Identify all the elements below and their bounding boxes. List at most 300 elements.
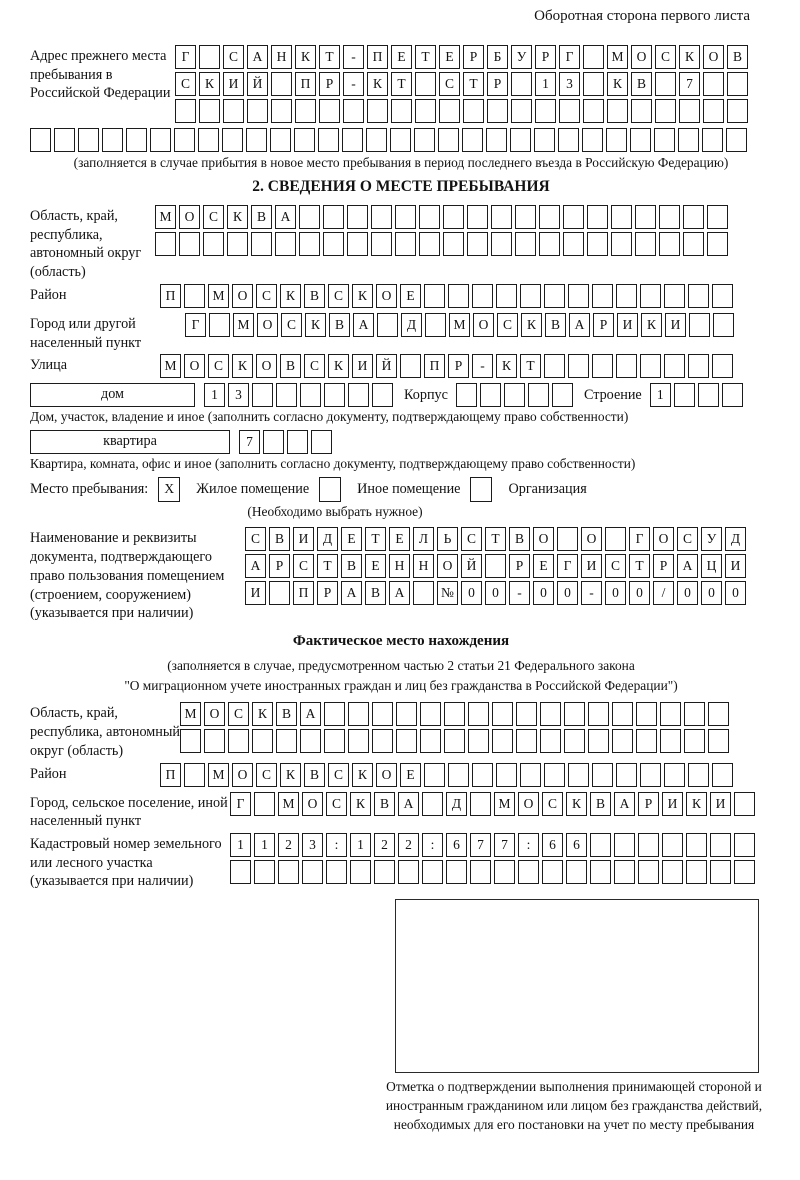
char-box[interactable] [347, 205, 368, 229]
char-box[interactable]: О [631, 45, 652, 69]
char-box[interactable]: К [295, 45, 316, 69]
char-box[interactable] [443, 232, 464, 256]
char-box[interactable] [727, 99, 748, 123]
char-box[interactable] [590, 860, 611, 884]
char-box[interactable]: С [281, 313, 302, 337]
char-box[interactable] [456, 383, 477, 407]
char-box[interactable] [419, 205, 440, 229]
char-box[interactable]: О [473, 313, 494, 337]
char-box[interactable] [520, 284, 541, 308]
char-box[interactable] [520, 763, 541, 787]
char-box[interactable] [390, 128, 411, 152]
char-box[interactable] [710, 860, 731, 884]
char-box[interactable] [712, 284, 733, 308]
char-box[interactable]: В [545, 313, 566, 337]
char-box[interactable] [654, 128, 675, 152]
char-box[interactable]: А [300, 702, 321, 726]
char-box[interactable] [491, 205, 512, 229]
char-box[interactable]: А [569, 313, 590, 337]
char-box[interactable]: А [247, 45, 268, 69]
char-box[interactable] [299, 205, 320, 229]
char-box[interactable]: О [232, 763, 253, 787]
char-box[interactable]: Й [247, 72, 268, 96]
char-box[interactable] [184, 284, 205, 308]
char-box[interactable] [227, 232, 248, 256]
char-box[interactable]: 0 [701, 581, 722, 605]
char-box[interactable] [318, 128, 339, 152]
char-box[interactable] [504, 383, 525, 407]
char-box[interactable] [446, 860, 467, 884]
char-box[interactable] [708, 729, 729, 753]
char-box[interactable] [640, 763, 661, 787]
char-box[interactable] [683, 205, 704, 229]
char-box[interactable] [444, 702, 465, 726]
char-box[interactable]: С [326, 792, 347, 816]
char-box[interactable] [468, 729, 489, 753]
char-box[interactable]: К [679, 45, 700, 69]
char-box[interactable]: К [641, 313, 662, 337]
char-box[interactable] [300, 383, 321, 407]
char-box[interactable] [209, 313, 230, 337]
char-box[interactable] [568, 354, 589, 378]
char-box[interactable]: Ц [701, 554, 722, 578]
char-box[interactable]: И [223, 72, 244, 96]
char-box[interactable] [515, 232, 536, 256]
char-box[interactable] [689, 313, 710, 337]
char-box[interactable]: И [662, 792, 683, 816]
char-box[interactable]: С [175, 72, 196, 96]
char-box[interactable]: С [542, 792, 563, 816]
char-box[interactable]: Д [401, 313, 422, 337]
char-box[interactable]: Г [175, 45, 196, 69]
char-box[interactable] [275, 232, 296, 256]
char-box[interactable] [271, 99, 292, 123]
char-box[interactable]: С [256, 763, 277, 787]
char-box[interactable]: А [341, 581, 362, 605]
char-box[interactable]: П [160, 763, 181, 787]
char-box[interactable]: О [232, 284, 253, 308]
char-box[interactable] [710, 833, 731, 857]
char-box[interactable] [664, 354, 685, 378]
char-box[interactable] [611, 232, 632, 256]
char-box[interactable]: 6 [446, 833, 467, 857]
char-box[interactable] [150, 128, 171, 152]
char-box[interactable] [496, 284, 517, 308]
char-box[interactable] [448, 763, 469, 787]
char-box[interactable] [179, 232, 200, 256]
char-box[interactable]: О [204, 702, 225, 726]
char-box[interactable]: Т [629, 554, 650, 578]
char-box[interactable] [198, 128, 219, 152]
char-box[interactable]: М [607, 45, 628, 69]
char-box[interactable]: Т [319, 45, 340, 69]
char-box[interactable]: В [269, 527, 290, 551]
char-box[interactable]: С [228, 702, 249, 726]
char-box[interactable] [707, 232, 728, 256]
char-box[interactable]: С [203, 205, 224, 229]
char-box[interactable] [472, 763, 493, 787]
char-box[interactable] [223, 99, 244, 123]
char-box[interactable] [278, 860, 299, 884]
char-box[interactable]: 1 [350, 833, 371, 857]
char-box[interactable]: О [376, 284, 397, 308]
char-box[interactable] [707, 205, 728, 229]
char-box[interactable] [544, 763, 565, 787]
char-box[interactable] [419, 232, 440, 256]
char-box[interactable] [583, 99, 604, 123]
char-box[interactable]: А [614, 792, 635, 816]
char-box[interactable]: Т [415, 45, 436, 69]
char-box[interactable] [727, 72, 748, 96]
char-box[interactable] [496, 763, 517, 787]
char-box[interactable]: В [374, 792, 395, 816]
char-box[interactable] [607, 99, 628, 123]
char-box[interactable]: Р [448, 354, 469, 378]
char-box[interactable]: И [293, 527, 314, 551]
char-box[interactable]: 7 [679, 72, 700, 96]
char-box[interactable]: О [179, 205, 200, 229]
char-box[interactable] [568, 763, 589, 787]
char-box[interactable]: 7 [494, 833, 515, 857]
char-box[interactable] [470, 860, 491, 884]
char-box[interactable]: Й [376, 354, 397, 378]
char-box[interactable] [640, 284, 661, 308]
char-box[interactable] [659, 232, 680, 256]
char-box[interactable]: Р [317, 581, 338, 605]
char-box[interactable]: Т [485, 527, 506, 551]
char-box[interactable] [552, 383, 573, 407]
char-box[interactable]: Т [365, 527, 386, 551]
char-box[interactable] [222, 128, 243, 152]
char-box[interactable]: М [449, 313, 470, 337]
char-box[interactable] [734, 860, 755, 884]
char-box[interactable] [587, 232, 608, 256]
char-box[interactable] [686, 860, 707, 884]
char-box[interactable] [684, 729, 705, 753]
char-box[interactable] [703, 99, 724, 123]
char-box[interactable] [563, 232, 584, 256]
char-box[interactable]: 0 [485, 581, 506, 605]
char-box[interactable]: О [376, 763, 397, 787]
char-box[interactable]: Р [509, 554, 530, 578]
char-box[interactable]: Р [653, 554, 674, 578]
char-box[interactable]: А [677, 554, 698, 578]
char-box[interactable] [276, 729, 297, 753]
char-box[interactable]: 0 [461, 581, 482, 605]
char-box[interactable]: К [352, 284, 373, 308]
char-box[interactable] [287, 430, 308, 454]
char-box[interactable]: Р [463, 45, 484, 69]
char-box[interactable]: К [350, 792, 371, 816]
char-box[interactable] [324, 702, 345, 726]
char-box[interactable]: 1 [230, 833, 251, 857]
char-box[interactable]: Л [413, 527, 434, 551]
char-box[interactable] [439, 99, 460, 123]
char-box[interactable] [588, 729, 609, 753]
char-box[interactable] [424, 763, 445, 787]
char-box[interactable]: 0 [533, 581, 554, 605]
char-box[interactable]: В [276, 702, 297, 726]
char-box[interactable] [342, 128, 363, 152]
char-box[interactable]: К [367, 72, 388, 96]
char-box[interactable] [422, 792, 443, 816]
char-box[interactable] [371, 205, 392, 229]
char-box[interactable] [468, 702, 489, 726]
char-box[interactable]: С [328, 763, 349, 787]
char-box[interactable] [252, 383, 273, 407]
char-box[interactable] [510, 128, 531, 152]
char-box[interactable] [438, 128, 459, 152]
char-box[interactable]: Е [439, 45, 460, 69]
char-box[interactable] [679, 99, 700, 123]
char-box[interactable]: - [509, 581, 530, 605]
char-box[interactable]: Е [341, 527, 362, 551]
char-box[interactable] [374, 860, 395, 884]
char-box[interactable]: О [302, 792, 323, 816]
char-box[interactable]: : [422, 833, 443, 857]
char-box[interactable]: Н [389, 554, 410, 578]
char-box[interactable] [415, 72, 436, 96]
char-box[interactable] [605, 527, 626, 551]
char-box[interactable] [564, 702, 585, 726]
char-box[interactable]: К [232, 354, 253, 378]
char-box[interactable]: К [199, 72, 220, 96]
char-box[interactable]: В [304, 763, 325, 787]
char-box[interactable] [486, 128, 507, 152]
char-box[interactable] [414, 128, 435, 152]
char-box[interactable] [540, 729, 561, 753]
char-box[interactable]: 1 [204, 383, 225, 407]
char-box[interactable] [391, 99, 412, 123]
char-box[interactable] [559, 99, 580, 123]
char-box[interactable]: : [326, 833, 347, 857]
char-box[interactable] [180, 729, 201, 753]
char-box[interactable]: 2 [374, 833, 395, 857]
char-box[interactable]: Н [413, 554, 434, 578]
char-box[interactable] [664, 284, 685, 308]
char-box[interactable] [655, 72, 676, 96]
char-box[interactable]: К [227, 205, 248, 229]
char-box[interactable]: Й [461, 554, 482, 578]
char-box[interactable] [734, 792, 755, 816]
char-box[interactable] [698, 383, 719, 407]
char-box[interactable] [616, 763, 637, 787]
char-box[interactable]: С [304, 354, 325, 378]
checkbox-residential[interactable]: X [158, 477, 180, 502]
char-box[interactable] [326, 860, 347, 884]
char-box[interactable]: Г [230, 792, 251, 816]
char-box[interactable]: О [581, 527, 602, 551]
char-box[interactable] [708, 702, 729, 726]
checkbox-other-premises[interactable] [319, 477, 341, 502]
char-box[interactable]: С [293, 554, 314, 578]
char-box[interactable]: Е [389, 527, 410, 551]
char-box[interactable] [263, 430, 284, 454]
char-box[interactable] [612, 729, 633, 753]
char-box[interactable]: С [497, 313, 518, 337]
char-box[interactable] [396, 702, 417, 726]
char-box[interactable]: О [518, 792, 539, 816]
char-box[interactable] [518, 860, 539, 884]
char-box[interactable] [324, 383, 345, 407]
char-box[interactable] [276, 383, 297, 407]
char-box[interactable]: С [461, 527, 482, 551]
char-box[interactable] [396, 729, 417, 753]
char-box[interactable] [491, 232, 512, 256]
char-box[interactable] [582, 128, 603, 152]
char-box[interactable] [367, 99, 388, 123]
char-box[interactable] [516, 702, 537, 726]
char-box[interactable] [688, 354, 709, 378]
char-box[interactable] [688, 284, 709, 308]
char-box[interactable]: 6 [542, 833, 563, 857]
char-box[interactable] [78, 128, 99, 152]
char-box[interactable] [228, 729, 249, 753]
char-box[interactable] [612, 702, 633, 726]
char-box[interactable] [492, 702, 513, 726]
char-box[interactable]: С [256, 284, 277, 308]
char-box[interactable]: И [725, 554, 746, 578]
char-box[interactable]: 2 [398, 833, 419, 857]
char-box[interactable] [660, 702, 681, 726]
char-box[interactable]: Ь [437, 527, 458, 551]
char-box[interactable]: О [533, 527, 554, 551]
char-box[interactable] [204, 729, 225, 753]
char-box[interactable] [269, 581, 290, 605]
char-box[interactable] [323, 205, 344, 229]
char-box[interactable] [415, 99, 436, 123]
char-box[interactable] [638, 860, 659, 884]
char-box[interactable] [662, 860, 683, 884]
char-box[interactable]: Е [365, 554, 386, 578]
char-box[interactable]: Г [185, 313, 206, 337]
char-box[interactable] [295, 99, 316, 123]
char-box[interactable]: В [280, 354, 301, 378]
char-box[interactable] [270, 128, 291, 152]
char-box[interactable]: 7 [470, 833, 491, 857]
char-box[interactable]: К [496, 354, 517, 378]
char-box[interactable] [492, 729, 513, 753]
char-box[interactable]: В [631, 72, 652, 96]
char-box[interactable]: Г [557, 554, 578, 578]
char-box[interactable] [611, 205, 632, 229]
char-box[interactable] [300, 729, 321, 753]
char-box[interactable]: К [280, 763, 301, 787]
char-box[interactable]: - [343, 72, 364, 96]
char-box[interactable] [583, 72, 604, 96]
house-type-box[interactable]: дом [30, 383, 195, 407]
char-box[interactable] [494, 860, 515, 884]
char-box[interactable]: 1 [254, 833, 275, 857]
char-box[interactable] [424, 284, 445, 308]
char-box[interactable]: М [278, 792, 299, 816]
char-box[interactable] [568, 284, 589, 308]
char-box[interactable]: О [703, 45, 724, 69]
char-box[interactable] [528, 383, 549, 407]
char-box[interactable] [347, 232, 368, 256]
char-box[interactable] [712, 763, 733, 787]
char-box[interactable] [726, 128, 747, 152]
char-box[interactable] [655, 99, 676, 123]
char-box[interactable]: Г [629, 527, 650, 551]
char-box[interactable] [566, 860, 587, 884]
char-box[interactable]: А [275, 205, 296, 229]
char-box[interactable]: 0 [677, 581, 698, 605]
char-box[interactable] [199, 99, 220, 123]
char-box[interactable]: Р [593, 313, 614, 337]
char-box[interactable] [372, 383, 393, 407]
char-box[interactable] [592, 284, 613, 308]
char-box[interactable] [444, 729, 465, 753]
char-box[interactable]: О [184, 354, 205, 378]
char-box[interactable]: / [653, 581, 674, 605]
char-box[interactable]: К [566, 792, 587, 816]
char-box[interactable]: Д [725, 527, 746, 551]
char-box[interactable] [636, 729, 657, 753]
char-box[interactable] [463, 99, 484, 123]
char-box[interactable]: И [665, 313, 686, 337]
char-box[interactable]: Д [317, 527, 338, 551]
char-box[interactable] [592, 354, 613, 378]
char-box[interactable] [638, 833, 659, 857]
apartment-type-box[interactable]: квартира [30, 430, 230, 454]
char-box[interactable]: П [295, 72, 316, 96]
char-box[interactable] [688, 763, 709, 787]
char-box[interactable]: Р [269, 554, 290, 578]
char-box[interactable] [664, 763, 685, 787]
char-box[interactable]: П [293, 581, 314, 605]
char-box[interactable] [443, 205, 464, 229]
char-box[interactable] [102, 128, 123, 152]
char-box[interactable] [294, 128, 315, 152]
char-box[interactable] [395, 232, 416, 256]
char-box[interactable] [472, 284, 493, 308]
char-box[interactable] [616, 354, 637, 378]
char-box[interactable] [126, 128, 147, 152]
char-box[interactable] [372, 729, 393, 753]
char-box[interactable] [684, 702, 705, 726]
char-box[interactable]: Р [319, 72, 340, 96]
char-box[interactable] [252, 729, 273, 753]
char-box[interactable] [271, 72, 292, 96]
char-box[interactable] [467, 232, 488, 256]
char-box[interactable]: М [494, 792, 515, 816]
char-box[interactable] [563, 205, 584, 229]
char-box[interactable]: К [686, 792, 707, 816]
char-box[interactable] [683, 232, 704, 256]
char-box[interactable] [544, 354, 565, 378]
char-box[interactable]: К [607, 72, 628, 96]
char-box[interactable]: П [160, 284, 181, 308]
char-box[interactable] [587, 205, 608, 229]
char-box[interactable]: А [245, 554, 266, 578]
char-box[interactable] [557, 527, 578, 551]
char-box[interactable] [712, 354, 733, 378]
char-box[interactable] [324, 729, 345, 753]
char-box[interactable] [311, 430, 332, 454]
char-box[interactable]: У [701, 527, 722, 551]
char-box[interactable] [247, 99, 268, 123]
char-box[interactable]: С [655, 45, 676, 69]
char-box[interactable] [30, 128, 51, 152]
char-box[interactable]: П [424, 354, 445, 378]
char-box[interactable]: В [341, 554, 362, 578]
char-box[interactable]: С [439, 72, 460, 96]
char-box[interactable] [422, 860, 443, 884]
char-box[interactable] [583, 45, 604, 69]
char-box[interactable]: И [581, 554, 602, 578]
char-box[interactable]: К [252, 702, 273, 726]
